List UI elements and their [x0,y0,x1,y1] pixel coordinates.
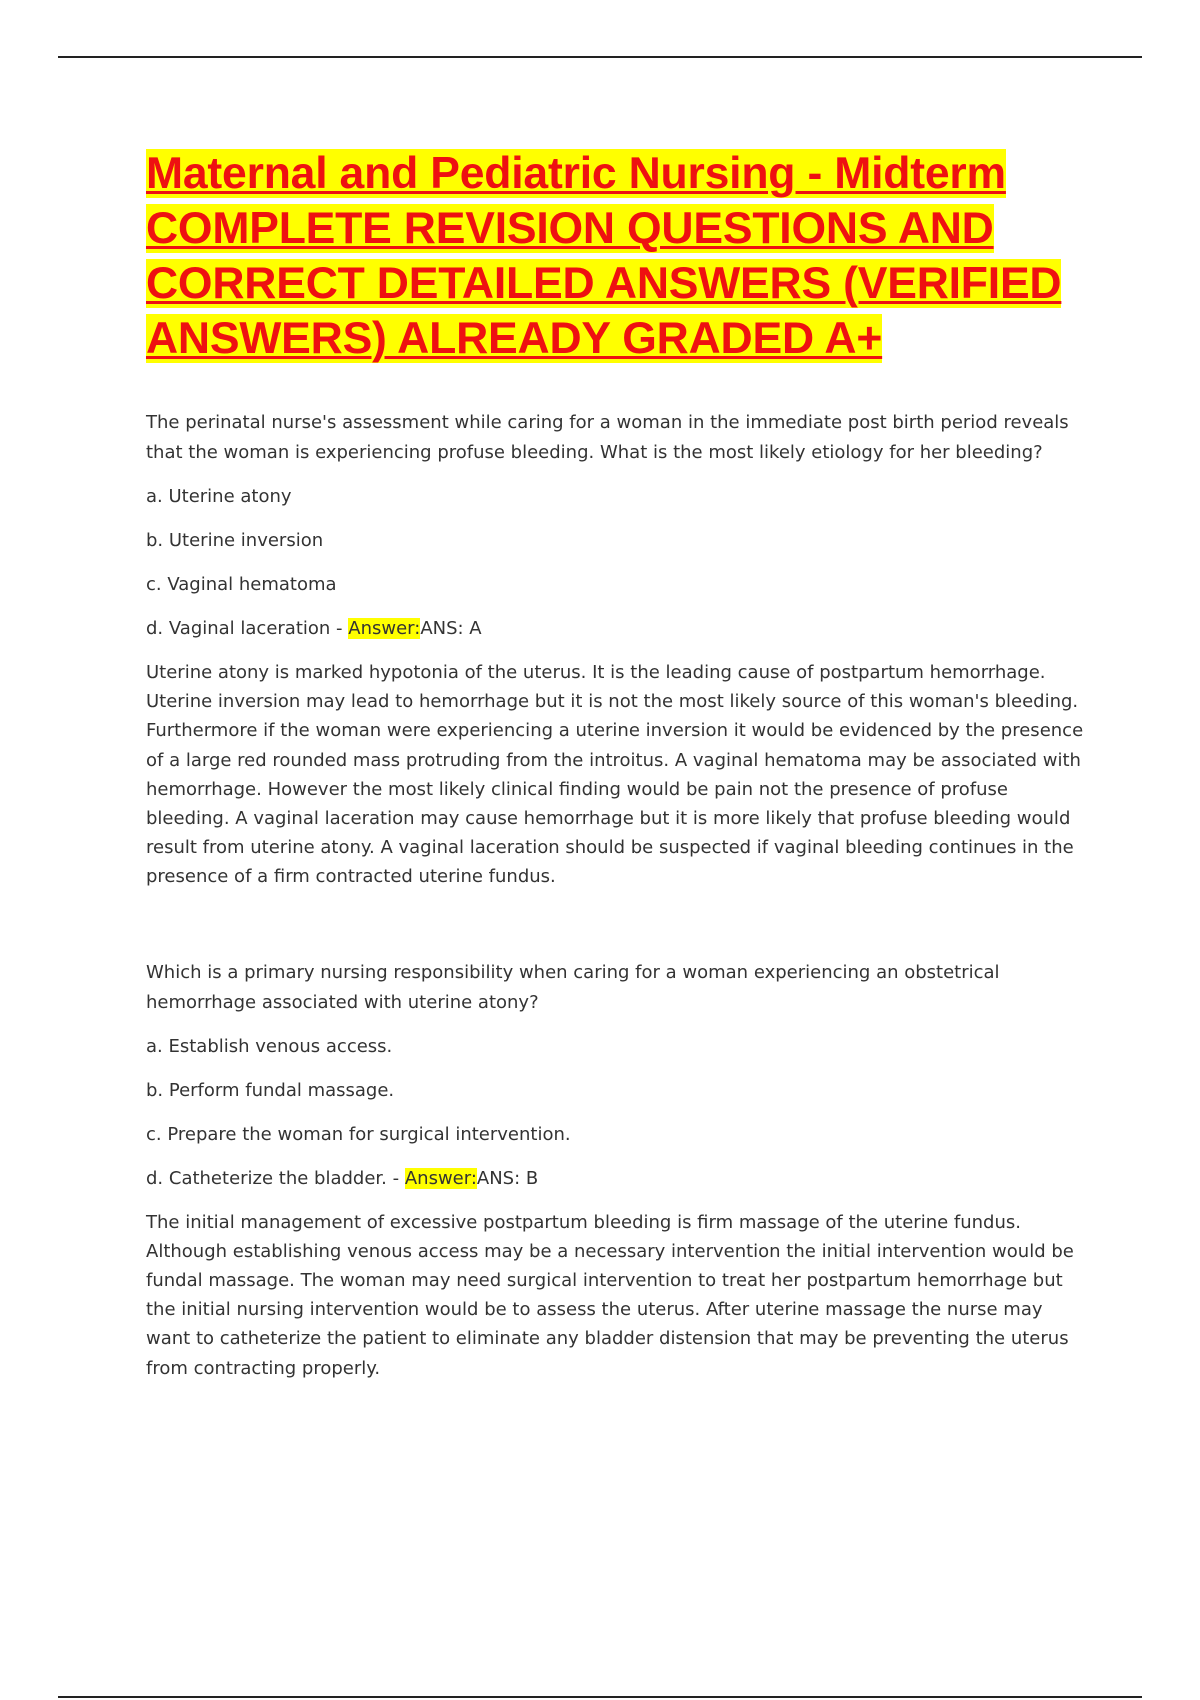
option-a: a. Uterine atony [146,486,292,507]
question-text: Which is a primary nursing responsibility when caring for a woman experiencing an obstetrical hemorrhage associated with uterine atony? [146,961,1000,1013]
option-c: c. Vaginal hematoma [146,574,337,595]
document-title [146,146,1091,366]
question-2 [146,958,1091,1383]
answer-explanation: Uterine atony is marked hypotonia of the uterus. It is the leading cause of postpartum hemorrhage. Uterine inversion may lead to hemorrhage but it is not the most likely source of this woman's bleeding. Furthermore if the woman were experiencing a uterine inversion it would be evidenced by the presence of a large red rounded mass protruding from the introitus. A vaginal hematoma may be associated with hemorrhage. However the most likely clinical finding would be pain not the presence of profuse bleeding. A vaginal laceration may cause hemorrhage but it is more likely that profuse bleeding would result from uterine atony. A vaginal laceration should be suspected if vaginal bleeding continues in the presence of a firm contracted uterine fundus. [146,662,1084,888]
answer-label: Answer: [404,1167,477,1189]
option-b: b. Uterine inversion [146,530,324,551]
option-b: b. Perform fundal massage. [146,1079,395,1101]
answer-explanation: The initial management of excessive postpartum bleeding is firm massage of the uterine fundus. Although establishing venous access may be a necessary intervention the initial intervention would be fundal massage. The woman may need surgical intervention to treat her postpartum hemorrhage but the initial nursing intervention would be to assess the uterus. After uterine massage the nurse may want to catheterize the patient to eliminate any bladder distension that may be preventing the uterus from contracting properly. [146,1211,1074,1379]
document-page [146,146,1091,1383]
footer-rule [58,1696,1142,1698]
question-text: The perinatal nurse's assessment while caring for a woman in the immediate post birth period reveals that the woman is experiencing profuse bleeding. What is the most likely etiology for her bleeding? [146,412,1069,463]
option-c: c. Prepare the woman for surgical intervention. [146,1123,571,1145]
question-spacer [146,892,1091,958]
answer-label: Answer: [348,618,421,639]
document-title-text: Maternal and Pediatric Nursing - Midterm COMPLETE REVISION QUESTIONS AND CORRECT DETAILED ANSWERS (VERIFIED ANSWERS) ALREADY GRADED A+ [146,149,1062,363]
option-d: d. Catheterize the bladder. - [146,1167,405,1189]
option-d-with-answer [146,614,1091,644]
header-rule [58,56,1142,58]
answer-value: ANS: A [420,618,482,639]
answer-value: ANS: B [476,1167,539,1189]
question-1 [146,408,1091,892]
option-d: d. Vaginal laceration - [146,618,349,639]
option-a: a. Establish venous access. [146,1035,393,1057]
option-d-with-answer [146,1164,1091,1194]
